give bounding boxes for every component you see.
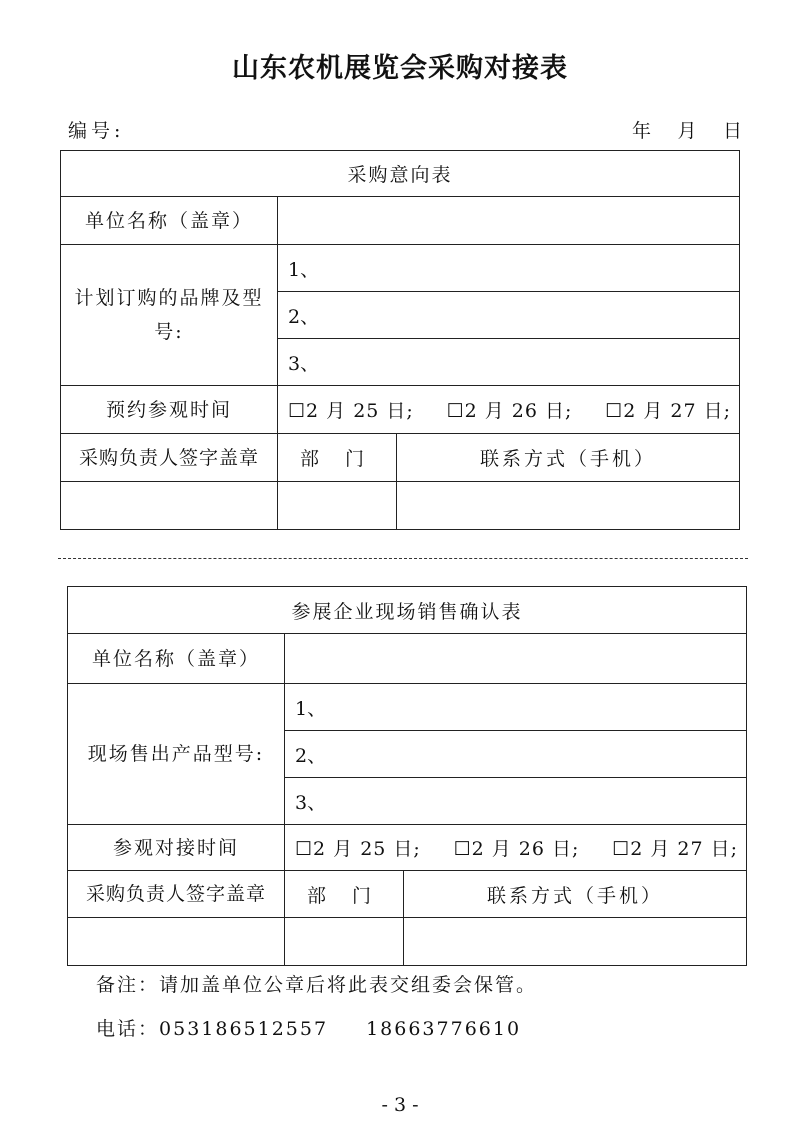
visit-date-options <box>278 386 740 434</box>
page-number: - 3 - <box>381 1094 419 1116</box>
unit-name-label: 单位名称（盖章） <box>68 634 285 684</box>
month-label: 月 <box>677 120 697 142</box>
product-model-field-1[interactable]: 1、 <box>285 684 747 731</box>
date-option-feb26[interactable]: ☐2 月 26 日; <box>453 838 580 860</box>
sales-form-header: 参展企业现场销售确认表 <box>68 587 747 634</box>
serial-number-label: 编号: <box>68 120 125 142</box>
signature-field[interactable] <box>61 482 278 530</box>
brand-model-field-1[interactable]: 1、 <box>278 245 740 292</box>
brand-model-field-3[interactable]: 3、 <box>278 339 740 386</box>
signature-label: 采购负责人签字盖章 <box>68 871 285 918</box>
phone-line <box>96 1014 521 1041</box>
product-model-field-3[interactable]: 3、 <box>285 778 747 825</box>
cut-line <box>58 558 748 559</box>
phone-label: 电话： <box>96 1018 160 1040</box>
date-option-feb27[interactable]: ☐2 月 27 日; <box>612 838 738 860</box>
remark-text: 备注：请加盖单位公章后将此表交组委会保管。 <box>96 974 538 996</box>
unit-name-field[interactable] <box>285 634 747 684</box>
contact-label: 联系方式（手机） <box>397 434 740 482</box>
product-model-field-2[interactable]: 2、 <box>285 731 747 778</box>
signature-field[interactable] <box>68 918 285 966</box>
unit-name-label: 单位名称（盖章） <box>61 197 278 245</box>
visit-time-label: 参观对接时间 <box>68 825 285 871</box>
contact-field[interactable] <box>404 918 747 966</box>
unit-name-field[interactable] <box>278 197 740 245</box>
year-label: 年 <box>632 120 652 142</box>
brand-model-label: 计划订购的品牌及型号: <box>61 245 278 386</box>
department-label: 部 门 <box>285 871 404 918</box>
signature-label: 采购负责人签字盖章 <box>61 434 278 482</box>
date-option-feb27[interactable]: ☐2 月 27 日; <box>605 400 731 422</box>
date-option-feb26[interactable]: ☐2 月 26 日; <box>446 400 573 422</box>
contact-label: 联系方式（手机） <box>404 871 747 918</box>
phone-number-landline: 053186512557 <box>159 1018 329 1040</box>
department-label: 部 门 <box>278 434 397 482</box>
department-field[interactable] <box>285 918 404 966</box>
brand-model-field-2[interactable]: 2、 <box>278 292 740 339</box>
document-title: 山东农机展览会采购对接表 <box>232 53 568 84</box>
date-option-feb25[interactable]: ☐2 月 25 日; <box>288 400 414 422</box>
phone-number-mobile: 18663776610 <box>366 1018 522 1040</box>
date-option-feb25[interactable]: ☐2 月 25 日; <box>295 838 421 860</box>
purchase-form-header: 采购意向表 <box>61 151 740 197</box>
product-model-label: 现场售出产品型号: <box>68 684 285 825</box>
day-label: 日 <box>722 120 742 142</box>
contact-field[interactable] <box>397 482 740 530</box>
date-field <box>632 116 742 143</box>
sales-confirmation-table <box>67 586 747 966</box>
department-field[interactable] <box>278 482 397 530</box>
purchase-intention-table <box>60 150 740 530</box>
visit-date-options <box>285 825 747 871</box>
visit-time-label: 预约参观时间 <box>61 386 278 434</box>
